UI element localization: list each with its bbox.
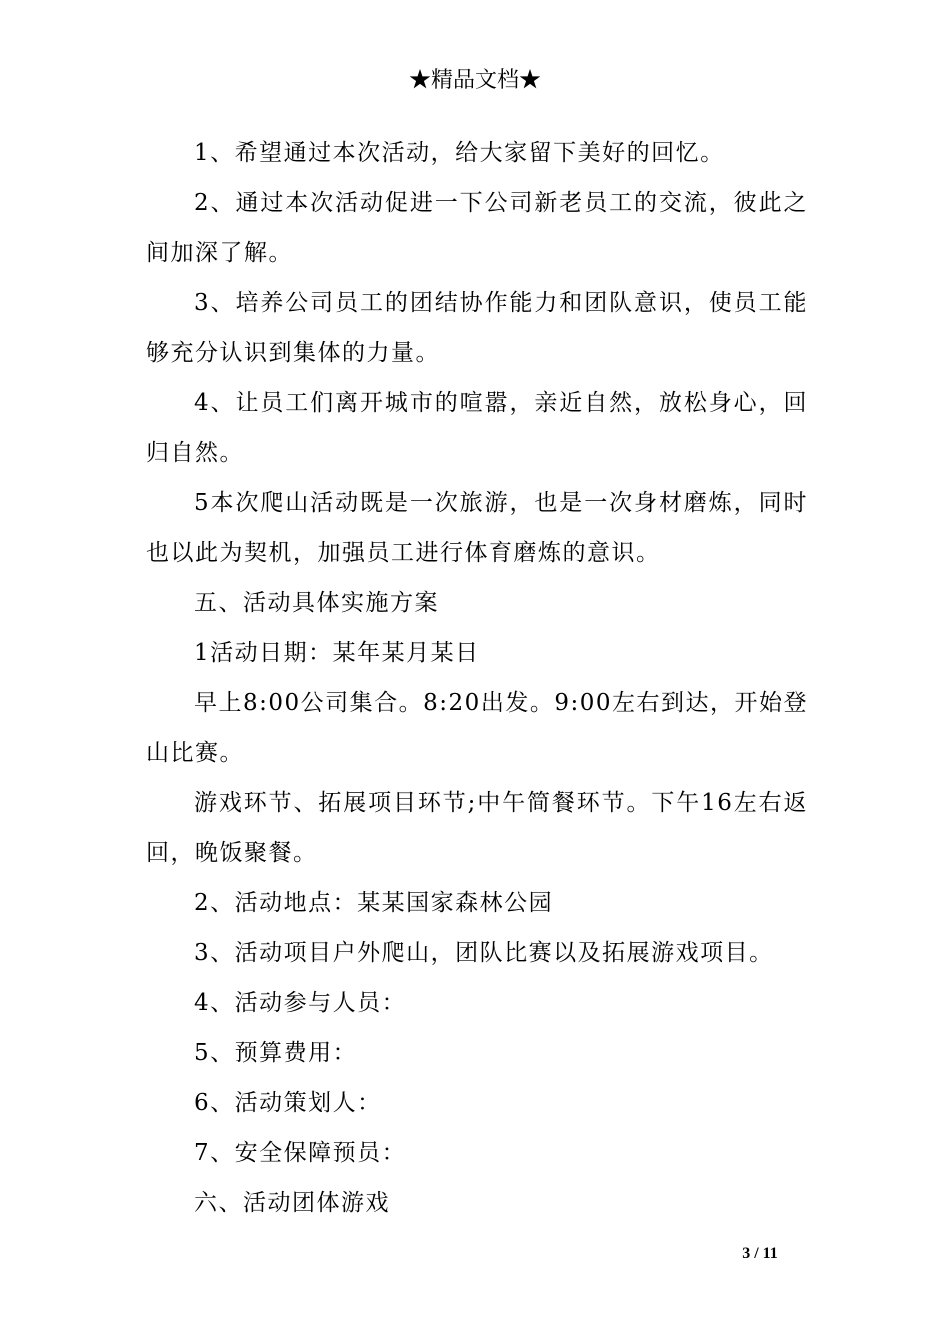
document-body <box>146 128 808 1228</box>
paragraph: 5本次爬山活动既是一次旅游，也是一次身材磨炼，同时也以此为契机，加强员工进行体育磨炼的意识。 <box>146 490 808 566</box>
section-heading: 五、活动具体实施方案 <box>194 590 439 616</box>
paragraph: 5、预算费用： <box>194 1040 358 1066</box>
paragraph: 6、活动策划人： <box>194 1090 382 1116</box>
paragraph: 3、活动项目户外爬山，团队比赛以及拓展游戏项目。 <box>194 940 774 966</box>
paragraph: 2、活动地点：某某国家森林公园 <box>194 890 554 916</box>
paragraph: 早上8:00公司集合。8:20出发。9:00左右到达，开始登山比赛。 <box>146 690 808 766</box>
paragraph: 2、通过本次活动促进一下公司新老员工的交流，彼此之间加深了解。 <box>146 190 808 266</box>
paragraph: 7、安全保障预员： <box>194 1140 407 1166</box>
paragraph: 4、让员工们离开城市的喧嚣，亲近自然，放松身心，回归自然。 <box>146 390 808 466</box>
paragraph: 4、活动参与人员： <box>194 990 407 1016</box>
document-header: ★精品文档★ <box>408 68 541 93</box>
section-heading: 六、活动团体游戏 <box>194 1190 390 1216</box>
paragraph: 1活动日期：某年某月某日 <box>194 640 480 666</box>
page-number: 3 / 11 <box>742 1245 778 1262</box>
paragraph: 游戏环节、拓展项目环节;中午简餐环节。下午16左右返回，晚饭聚餐。 <box>146 790 808 866</box>
paragraph: 1、希望通过本次活动，给大家留下美好的回忆。 <box>194 140 725 166</box>
paragraph: 3、培养公司员工的团结协作能力和团队意识，使员工能够充分认识到集体的力量。 <box>146 290 808 366</box>
